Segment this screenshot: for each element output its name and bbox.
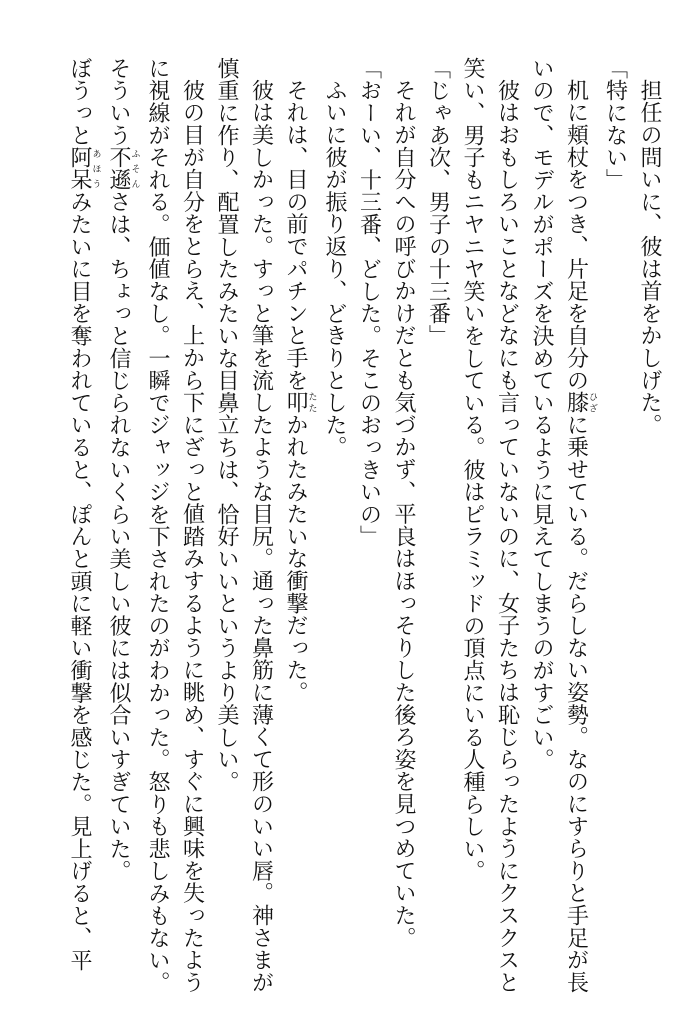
ruby-word [563,391,597,414]
ruby-base: 不遜 [106,146,131,191]
text-line: に視線がそれる。価値なし。一瞬でジャッジを下されたのがわかった。怒りも悲しみもない。 [145,57,170,994]
text-line [101,57,140,987]
line-text-segment: さは、ちょっと信じられないくらい美しい彼には似合いすぎていた。 [106,190,131,883]
text-line: 「じゃあ次、男子の十三番」 [425,57,451,347]
ruby-base: 阿呆 [67,146,92,191]
text-line: 彼はおもしろいことなどなにも言っていないのに、女子たちは恥じらったようにクスクスと [494,79,520,994]
ruby-annotation: あほう [90,146,101,191]
ruby-base: 膝 [563,391,589,414]
text-line: それが自分への呼びかけだとも気づかず、平良はほっそりした後ろ姿を見つめていた。 [391,79,416,949]
ruby-word [106,146,140,191]
line-text-segment: それは、目の前でパチンと手を [283,79,308,392]
line-text-segment: みたいに目を奪われていると、ぽんと頭に軽い衝撃を感じた。見上げると、平 [67,190,92,972]
ruby-annotation: たた [306,391,317,414]
text-line: 笑い、男子もニヤニヤ笑いをしている。彼はピラミッドの頂点にいる人種らしい。 [460,57,485,883]
text-line: 「特にない」 [602,57,628,191]
line-text-segment: ぼうっと [67,57,92,147]
ruby-base: 叩 [283,391,308,414]
text-line [558,57,597,994]
line-text-segment: に乗せている。だらしない姿勢。なのにすらりと手足が長 [563,413,589,994]
ruby-annotation: ふそん [129,146,140,191]
text-line: 彼の目が自分をとらえ、上から下にざっと値踏みするように眺め、すぐに興味を失ったよう [179,79,205,994]
text-line: 慎重に作り、配置したみたいな目鼻立ちは、恰好いいというより美しい。 [214,57,239,793]
text-line: いので、モデルがポーズを決めているように見えてしまうのがすごい。 [529,57,554,771]
text-line: 彼は美しかった。すっと筆を流したような目尻。通った鼻筋に薄くて形のいい唇。神さまが [248,79,274,994]
text-line [62,57,101,987]
line-text-segment: 机に頬杖をつき、片足を自分の [563,79,589,392]
ruby-annotation: ひざ [587,391,597,414]
text-line [278,57,317,987]
vertical-text-body [62,57,667,994]
text-line: 「おーい、十三番、どした。そこのおっきいの」 [356,57,382,548]
text-line: ふいに彼が振り返り、どきりとした。 [322,79,347,459]
line-text-segment: かれたみたいな衝撃だった。 [283,413,308,704]
line-text-segment: そういう [106,57,131,147]
ruby-word [67,146,101,191]
ruby-word [283,391,317,414]
text-line: 担任の問いに、彼は首をかしげた。 [637,79,662,436]
